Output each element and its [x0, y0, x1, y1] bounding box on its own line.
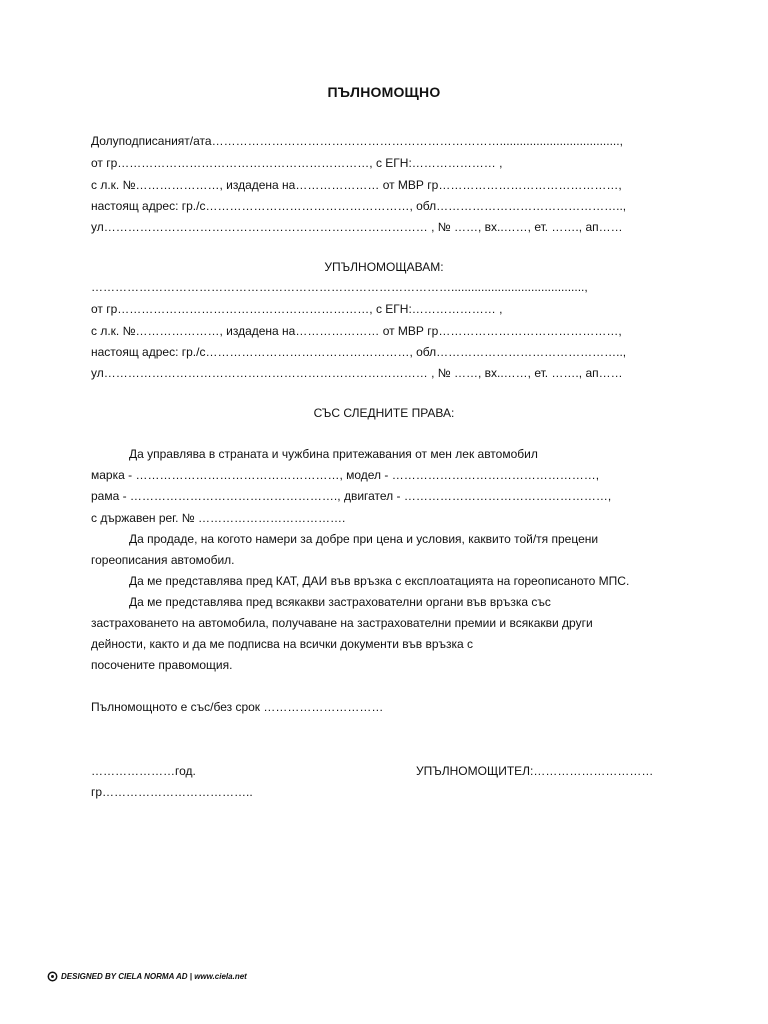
- principal-id-card-line: с л.к. №…………………, издадена на………………… от МВР гр………………………………………,: [91, 178, 622, 192]
- principal-name-line: Долуподписаният/ата………………………………………………………………....................................,: [91, 134, 623, 148]
- agent-id-card-line: с л.к. №…………………, издадена на………………… от МВР гр………………………………………,: [91, 324, 622, 338]
- right-insurance-line: Да ме представлява пред всякакви застрахователни органи във връзка със: [129, 595, 551, 609]
- agent-street-line: ул……………………………………………………………………… , № ……, вх..……, ет. ……., ап……: [91, 366, 623, 380]
- car-registration-line: с държавен рег. № ……………………………….: [91, 511, 346, 525]
- right-represent-kat-line: Да ме представлява пред КАТ, ДАИ във връзка с експлоатацията на гореописаното МПС.: [129, 574, 630, 588]
- rights-heading: СЪС СЛЕДНИТЕ ПРАВА:: [313, 406, 455, 420]
- signature-place: гр………………………………..: [91, 785, 253, 799]
- car-frame-engine-line: рама - ……………………………………………., двигател - ……………………………………………,: [91, 489, 612, 503]
- document-title: ПЪЛНОМОЩНО: [327, 84, 441, 100]
- right-sell-line: Да продаде, на когото намери за добре при цена и условия, каквито той/тя прецени: [129, 532, 599, 546]
- term-line: Пълномощното е със/без срок …………………………: [91, 700, 384, 714]
- right-insurance-line-3: дейности, както и да ме подписва на всички документи във връзка с: [91, 637, 474, 651]
- agent-name-line: ………………………………………………………………………………........................................,: [91, 280, 588, 294]
- signature-date: …………………год.: [91, 764, 196, 778]
- right-sell-line-cont: гореописания автомобил.: [91, 553, 235, 567]
- principal-city-egn-line: от гр………………………………………………………, с ЕГН:………………… ,: [91, 156, 503, 170]
- agent-city-egn-line: от гр………………………………………………………, с ЕГН:………………… ,: [91, 302, 503, 316]
- authorize-heading: УПЪЛНОМОЩАВАМ:: [324, 260, 444, 274]
- right-insurance-line-2: застраховането на автомобила, получаване на застрахователни премии и всякакви други: [91, 616, 593, 630]
- car-make-model-line: марка - ……………………………………………, модел - ……………………………………………,: [91, 468, 600, 482]
- principal-street-line: ул……………………………………………………………………… , № ……, вх..……, ет. ……., ап……: [91, 220, 623, 234]
- principal-address-line: настоящ адрес: гр./с……………………………………………, обл………………………………………..,: [91, 199, 627, 213]
- footer-brand: [47, 971, 247, 982]
- principal-signature: УПЪЛНОМОЩИТЕЛ:…………………………: [416, 764, 654, 778]
- right-insurance-line-4: посочените правомощия.: [91, 658, 233, 672]
- agent-address-line: настоящ адрес: гр./с……………………………………………, обл………………………………………..,: [91, 345, 627, 359]
- ciela-logo-icon: [47, 971, 58, 982]
- footer-text: DESIGNED BY CIELA NORMA AD | www.ciela.net: [61, 972, 247, 981]
- right-drive-line: Да управлява в страната и чужбина притежавания от мен лек автомобил: [129, 447, 538, 461]
